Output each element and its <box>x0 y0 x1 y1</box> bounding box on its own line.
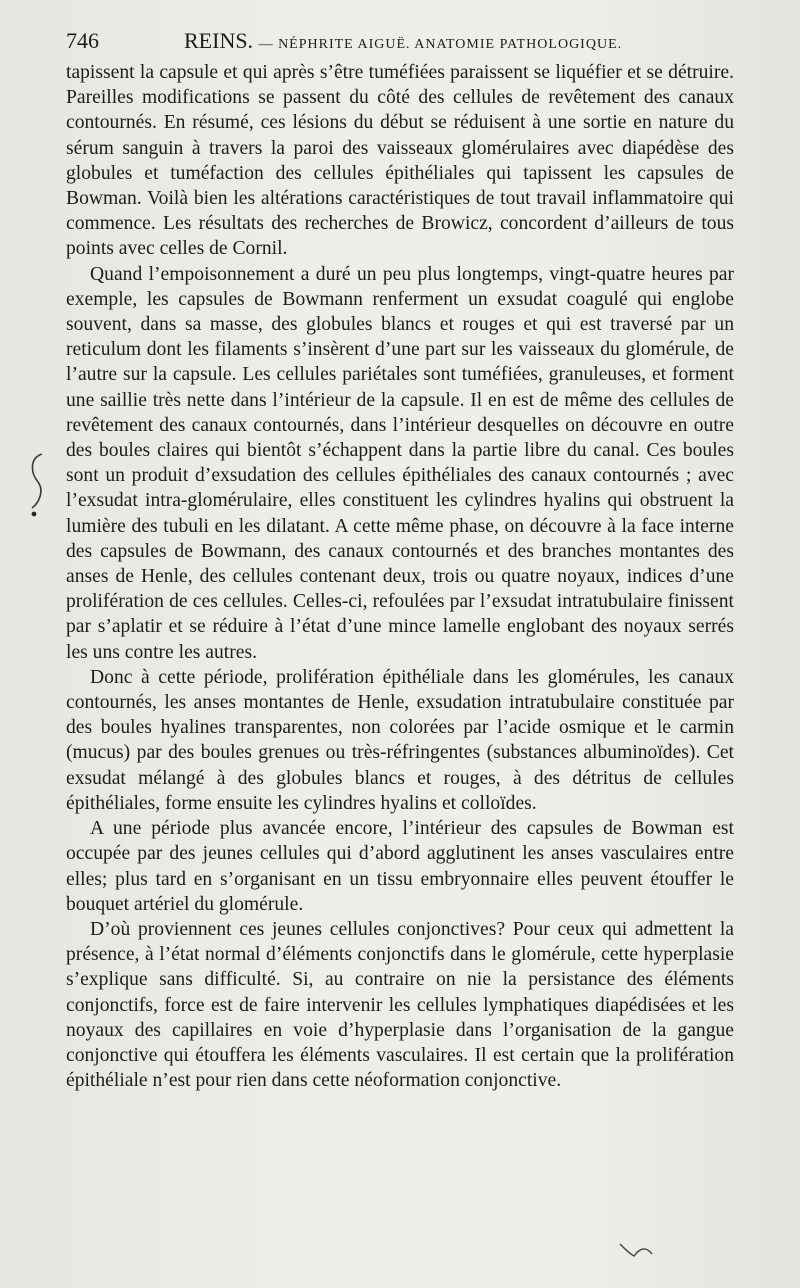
paragraph-1: tapissent la capsule et qui après s’être tuméfiées paraissent se liquéfier et se détruire. Pareilles modifications se passent du côté des cellules de revêtement des canaux contournés. En résumé, ces lésions du début se réduisent à une sortie en nature du sérum sanguin à travers la paroi des vaisseaux glomérulaires avec diapédèse des globules et tuméfaction des cellules épithéliales qui tapissent les capsules de Bowman. Voilà bien les altérations caractéristiques de tout travail inflammatoire qui commence. Les résultats des recherches de Browicz, concordent d’ailleurs de tous points avec celles de Cornil. <box>66 62 734 260</box>
page-number: 746 <box>66 28 99 53</box>
running-title-rest: — NÉPHRITE AIGUË. ANATOMIE PATHOLOGIQUE. <box>258 37 623 52</box>
running-title-main: REINS. <box>184 28 254 53</box>
paragraph-3: Donc à cette période, prolifération épithéliale dans les glomérules, les canaux contournés, les anses montantes de Henle, exsudation intratubulaire constituée par des boules hyalines transparentes, non colorées par l’acide osmique et le carmin (mucus) par des boules grenues ou très-réfringentes (substances albuminoïdes). Cet exsudat mélangé à des globules blancs et rouges, à des détritus de cellules épithéliales, forme ensuite les cylindres hyalins et colloïdes. <box>66 666 734 814</box>
main-text <box>66 60 734 1093</box>
pencil-bracket-mark <box>24 450 48 520</box>
pencil-check-mark <box>616 1236 656 1264</box>
paragraph-4: A une période plus avancée encore, l’intérieur des capsules de Bowman est occupée par des jeunes cellules qui d’abord agglutinent les anses vasculaires entre elles; plus tard en s’organisant en un tissu embryonnaire elles peuvent étouffer le bouquet artériel du glomérule. <box>66 818 734 915</box>
paragraph-2: Quand l’empoisonnement a duré un peu plus longtemps, vingt-quatre heures par exemple, les capsules de Bowmann renferment un exsudat coagulé qui englobe souvent, dans sa masse, des globules blancs et rouges et qui est traversé par un reticulum dont les filaments s’insèrent d’une part sur les vaisseaux du glomérule, de l’autre sur la capsule. Les cellules pariétales sont tuméfiées, granuleuses, et forment une saillie très nette dans l’intérieur de la capsule. Il en est de même des cellules de revêtement des canaux contournés, dans l’intérieur desquelles on découvre en outre des boules claires qui bientôt s’échappent dans la partie libre du canal. Ces boules sont un produit d’exsudation des cellules épithéliales des canaux contournés ; avec l’exsudat intra-glomérulaire, elles constituent les cylindres hyalins qui obstruent la lumière des tubuli en les dilatant. A cette même phase, on découvre à la face interne des capsules de Bowmann, des canaux contournés et des branches montantes des anses de Henle, des cellules contenant deux, trois ou quatre noyaux, indices d’une prolifération de ces cellules. Celles-ci, refoulées par l’exsudat intratubulaire finissent par s’aplatir et se réduire à l’état d’une mince lamelle englobant des noyaux serrés les uns contre les autres. <box>66 263 734 663</box>
running-header <box>66 28 736 60</box>
running-title <box>184 28 622 54</box>
paragraph-5: D’où proviennent ces jeunes cellules conjonctives? Pour ceux qui admettent la présence, à l’état normal d’éléments conjonctifs dans le glomérule, cette hyperplasie s’explique sans difficulté. Si, au contraire on nie la persistance des éléments conjonctifs, force est de faire intervenir les cellules lymphatiques diapédisées et les noyaux des capillaires en voie d’hyperplasie dans l’organisation de la gangue conjonctive qui étouffera les éléments vasculaires. Il est certain que la prolifération épithéliale n’est pour rien dans cette néoformation conjonctive. <box>66 918 734 1092</box>
